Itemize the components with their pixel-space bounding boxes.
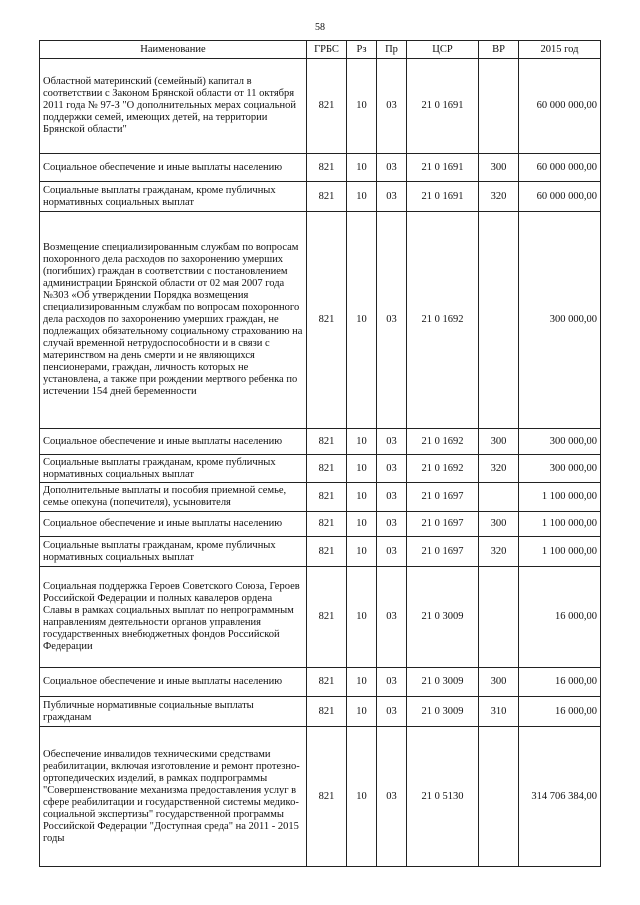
table-header-row bbox=[40, 41, 601, 59]
cell-pr: 03 bbox=[377, 727, 407, 867]
cell-vr bbox=[479, 727, 519, 867]
cell-csr: 21 0 3009 bbox=[407, 668, 479, 697]
cell-grbs: 821 bbox=[307, 567, 347, 668]
cell-grbs: 821 bbox=[307, 182, 347, 212]
cell-pr: 03 bbox=[377, 154, 407, 182]
cell-grbs: 821 bbox=[307, 154, 347, 182]
cell-grbs: 821 bbox=[307, 727, 347, 867]
budget-table bbox=[39, 40, 601, 867]
cell-name: Социальное обеспечение и иные выплаты населению bbox=[40, 512, 307, 537]
cell-vr bbox=[479, 483, 519, 512]
table-row bbox=[40, 567, 601, 668]
cell-name: Социальные выплаты гражданам, кроме публичных нормативных социальных выплат bbox=[40, 455, 307, 483]
cell-name: Публичные нормативные социальные выплаты гражданам bbox=[40, 697, 307, 727]
cell-rz: 10 bbox=[347, 154, 377, 182]
cell-grbs: 821 bbox=[307, 429, 347, 455]
table-row bbox=[40, 668, 601, 697]
cell-vr: 300 bbox=[479, 668, 519, 697]
table-row bbox=[40, 697, 601, 727]
cell-amount: 60 000 000,00 bbox=[519, 154, 601, 182]
table-row bbox=[40, 429, 601, 455]
cell-csr: 21 0 3009 bbox=[407, 697, 479, 727]
cell-pr: 03 bbox=[377, 455, 407, 483]
cell-csr: 21 0 1697 bbox=[407, 483, 479, 512]
cell-vr: 300 bbox=[479, 512, 519, 537]
cell-pr: 03 bbox=[377, 512, 407, 537]
cell-vr bbox=[479, 59, 519, 154]
cell-name: Социальное обеспечение и иные выплаты населению bbox=[40, 668, 307, 697]
cell-csr: 21 0 1691 bbox=[407, 154, 479, 182]
header-year: 2015 год bbox=[519, 41, 601, 59]
cell-name: Социальные выплаты гражданам, кроме публичных нормативных социальных выплат bbox=[40, 537, 307, 567]
cell-vr: 310 bbox=[479, 697, 519, 727]
cell-rz: 10 bbox=[347, 59, 377, 154]
cell-vr: 320 bbox=[479, 537, 519, 567]
cell-vr: 320 bbox=[479, 182, 519, 212]
cell-csr: 21 0 1692 bbox=[407, 455, 479, 483]
cell-csr: 21 0 1692 bbox=[407, 429, 479, 455]
cell-name: Областной материнский (семейный) капитал в соответствии с Законом Брянской области от 11 октября 2011 года № 97-З "О дополнительных мерах социальной поддержки семей, имеющих детей, на территории Брянской области" bbox=[40, 59, 307, 154]
cell-amount: 60 000 000,00 bbox=[519, 59, 601, 154]
cell-amount: 1 100 000,00 bbox=[519, 512, 601, 537]
cell-rz: 10 bbox=[347, 182, 377, 212]
cell-csr: 21 0 1692 bbox=[407, 212, 479, 429]
header-pr: Пр bbox=[377, 41, 407, 59]
cell-name: Социальное обеспечение и иные выплаты населению bbox=[40, 429, 307, 455]
cell-amount: 1 100 000,00 bbox=[519, 537, 601, 567]
cell-rz: 10 bbox=[347, 537, 377, 567]
cell-rz: 10 bbox=[347, 727, 377, 867]
cell-name: Социальное обеспечение и иные выплаты населению bbox=[40, 154, 307, 182]
cell-rz: 10 bbox=[347, 512, 377, 537]
header-grbs: ГРБС bbox=[307, 41, 347, 59]
cell-amount: 16 000,00 bbox=[519, 697, 601, 727]
cell-pr: 03 bbox=[377, 59, 407, 154]
header-vr: ВР bbox=[479, 41, 519, 59]
cell-pr: 03 bbox=[377, 483, 407, 512]
cell-rz: 10 bbox=[347, 429, 377, 455]
cell-vr bbox=[479, 567, 519, 668]
cell-pr: 03 bbox=[377, 537, 407, 567]
cell-name: Дополнительные выплаты и пособия приемной семье, семье опекуна (попечителя), усыновителя bbox=[40, 483, 307, 512]
cell-grbs: 821 bbox=[307, 537, 347, 567]
table-row bbox=[40, 154, 601, 182]
cell-pr: 03 bbox=[377, 668, 407, 697]
table-row bbox=[40, 59, 601, 154]
cell-grbs: 821 bbox=[307, 212, 347, 429]
cell-amount: 300 000,00 bbox=[519, 455, 601, 483]
header-name: Наименование bbox=[40, 41, 307, 59]
cell-name: Обеспечение инвалидов техническими средствами реабилитации, включая изготовление и ремонт протезно-ортопедических изделий, в рамках подпрограммы "Совершенствование механизма предоставления услуг в сфере реабилитации и государственной системы медико-социальной экспертизы" государственной программы Российской Федерации "Доступная среда" на 2011 - 2015 годы bbox=[40, 727, 307, 867]
cell-grbs: 821 bbox=[307, 483, 347, 512]
cell-csr: 21 0 1697 bbox=[407, 512, 479, 537]
cell-grbs: 821 bbox=[307, 59, 347, 154]
cell-amount: 60 000 000,00 bbox=[519, 182, 601, 212]
cell-vr bbox=[479, 212, 519, 429]
cell-vr: 300 bbox=[479, 154, 519, 182]
cell-amount: 16 000,00 bbox=[519, 567, 601, 668]
cell-pr: 03 bbox=[377, 182, 407, 212]
table-row bbox=[40, 455, 601, 483]
cell-rz: 10 bbox=[347, 567, 377, 668]
cell-pr: 03 bbox=[377, 697, 407, 727]
cell-amount: 300 000,00 bbox=[519, 212, 601, 429]
cell-csr: 21 0 5130 bbox=[407, 727, 479, 867]
page-number: 58 bbox=[315, 22, 325, 33]
cell-rz: 10 bbox=[347, 212, 377, 429]
cell-csr: 21 0 1691 bbox=[407, 59, 479, 154]
cell-csr: 21 0 1691 bbox=[407, 182, 479, 212]
cell-name: Социальные выплаты гражданам, кроме публичных нормативных социальных выплат bbox=[40, 182, 307, 212]
cell-grbs: 821 bbox=[307, 668, 347, 697]
header-csr: ЦСР bbox=[407, 41, 479, 59]
header-rz: Рз bbox=[347, 41, 377, 59]
cell-grbs: 821 bbox=[307, 512, 347, 537]
cell-amount: 1 100 000,00 bbox=[519, 483, 601, 512]
cell-name: Возмещение специализированным службам по вопросам похоронного дела расходов по захоронению умерших (погибших) граждан в соответствии с постановлением администрации Брянской области от 02 мая 2007 года №303 «Об утверждении Порядка возмещения специализированным службам по вопросам похоронного дела расходов по захоронению умерших граждан, не подлежащих обязательному социальному страхованию на случай временной нетрудоспособности и в связи с материнством на день смерти и не являющихся пенсионерами, граждан, личность которых не установлена, а также при рождении мертвого ребенка по истечении 154 дней беременности bbox=[40, 212, 307, 429]
cell-vr: 320 bbox=[479, 455, 519, 483]
table-row bbox=[40, 537, 601, 567]
cell-rz: 10 bbox=[347, 455, 377, 483]
cell-rz: 10 bbox=[347, 483, 377, 512]
cell-amount: 314 706 384,00 bbox=[519, 727, 601, 867]
cell-amount: 300 000,00 bbox=[519, 429, 601, 455]
cell-pr: 03 bbox=[377, 567, 407, 668]
cell-rz: 10 bbox=[347, 697, 377, 727]
cell-vr: 300 bbox=[479, 429, 519, 455]
cell-amount: 16 000,00 bbox=[519, 668, 601, 697]
table-row bbox=[40, 212, 601, 429]
table-row bbox=[40, 483, 601, 512]
cell-grbs: 821 bbox=[307, 697, 347, 727]
table-row bbox=[40, 182, 601, 212]
cell-pr: 03 bbox=[377, 429, 407, 455]
cell-name: Социальная поддержка Героев Советского Союза, Героев Российской Федерации и полных кавалеров ордена Славы в рамках социальных выплат по непрограммным направлениям деятельности органов управления государственных внебюджетных фондов Российской Федерации bbox=[40, 567, 307, 668]
table-row bbox=[40, 727, 601, 867]
cell-csr: 21 0 3009 bbox=[407, 567, 479, 668]
table-row bbox=[40, 512, 601, 537]
cell-csr: 21 0 1697 bbox=[407, 537, 479, 567]
cell-rz: 10 bbox=[347, 668, 377, 697]
cell-grbs: 821 bbox=[307, 455, 347, 483]
cell-pr: 03 bbox=[377, 212, 407, 429]
